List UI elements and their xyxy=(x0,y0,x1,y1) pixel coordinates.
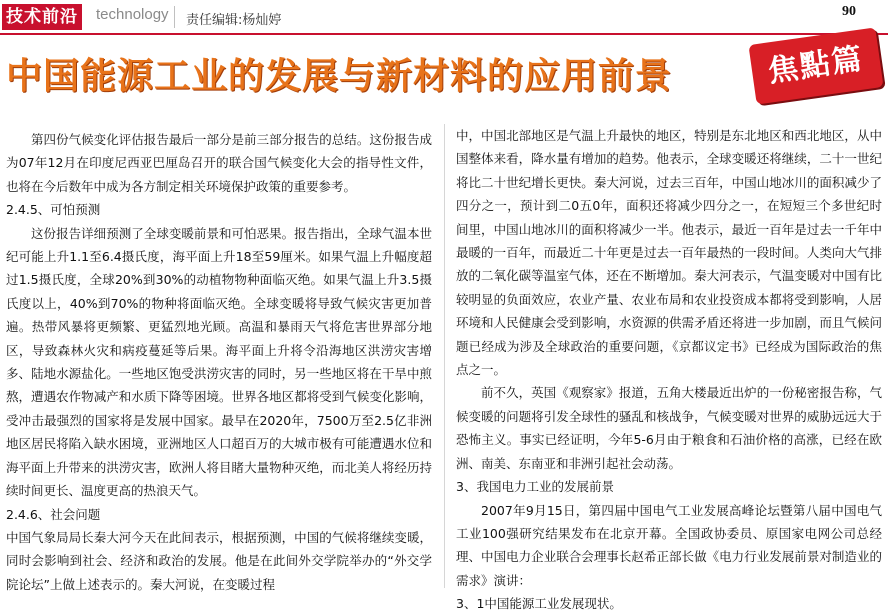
header-divider xyxy=(174,6,175,28)
page-header xyxy=(0,0,888,34)
editor-credit: 责任编辑:杨灿婷 xyxy=(186,13,282,28)
paragraph: 中，中国北部地区是气温上升最快的地区，特别是东北地区和西北地区，从中国整体来看，降水量有增加的趋势。他表示，全球变暖还将继续，二十一世纪将比二十世纪增长更快。秦大河说，过去三百年，中国山地冰川的面积减少了四分之一，预计到二0五0年，面积还将减少四分之一，在短短三个多世纪时间里，中国山地冰川的面积将减少一半。他表示，最近一百年是过去一千年中最暖的一百年，而最近二十年更是过去一百年最热的一段时间。人类向大气排放的二氧化碳等温室气体，还在不断增加。秦大河表示，气温变暖对中国有比较明显的负面效应，农业产量、农业布局和农业投资成本都将受到影响，人居环境和人民健康会受到影响，水资源的供需矛盾还将进一步加剧，而且气候问题已经成为涉及全球政治的重要问题，《京都议定书》已经成为国际政治的焦点之一。 xyxy=(456,128,882,378)
right-column xyxy=(456,124,882,616)
header-rule xyxy=(0,33,888,35)
page-number: 90 xyxy=(842,4,856,19)
left-column xyxy=(6,128,432,596)
section-brand: 技术前沿 xyxy=(2,4,82,30)
paragraph: 2007年9月15日，第四届中国电气工业发展高峰论坛暨第八届中国电气工业100强研究结果发布在北京开幕。全国政协委员、原国家电网公司总经理、中国电力企业联合会理事长赵希正部长做《电力行业发展前景对制造业的需求》演讲： xyxy=(456,502,882,588)
section-heading: 3、1中国能源工业发展现状。 xyxy=(456,596,622,612)
section-heading: 3、我国电力工业的发展前景 xyxy=(456,479,614,495)
section-brand-english: technology xyxy=(96,6,169,23)
article-title: 中国能源工业的发展与新材料的应用前景 xyxy=(6,56,673,97)
section-stamp: 焦點篇 xyxy=(748,27,883,104)
paragraph: 前不久，英国《观察家》报道，五角大楼最近出炉的一份秘密报告称，气候变暖的问题将引发全球性的骚乱和核战争，气候变暖对世界的威胁远远大于恐怖主义。事实已经证明，今年5-6月由于粮食和石油价格的高涨，已经在欧洲、南美、东南亚和非洲引起社会动荡。 xyxy=(456,385,882,471)
paragraph: 第四份气候变化评估报告最后一部分是前三部分报告的总结。这份报告成为07年12月在印度尼西亚巴厘岛召开的联合国气候变化大会的指导性文件，也将在今后数年中成为各方制定相关环境保护政策的重要参考。 xyxy=(6,132,432,194)
column-divider xyxy=(444,124,445,588)
section-heading: 2.4.5、可怕预测 xyxy=(6,202,101,218)
paragraph: 这份报告详细预测了全球变暖前景和可怕恶果。报告指出，全球气温本世纪可能上升1.1至6.4摄氏度，海平面上升18至59厘米。如果气温上升幅度超过1.5摄氏度，全球20%到30%的动植物物种面临灭绝。如果气温上升3.5摄氏度以上，40%到70%的物种将面临灭绝。全球变暖将导致气候灾害更加普遍。热带风暴将更频繁、更猛烈地光顾。高温和暴雨天气将危害世界部分地区，导致森林火灾和病疫蔓延等后果。海平面上升将令沿海地区洪涝灾害增多、陆地水源盐化。一些地区饱受洪涝灾害的同时，另一些地区将在干旱中煎熬，遭遇农作物减产和水质下降等困境。世界各地区都将受到气候变化影响，受冲击最强烈的国家将是发展中国家。最早在2020年，7500万至2.5亿非洲地区居民将陷入缺水困境，亚洲地区人口超百万的大城市极有可能遭遇水位和海平面上升带来的洪涝灾害，欧洲人将目睹大量物种灭绝，而北美人将经历持续时间更长、温度更高的热浪天气。 xyxy=(6,225,432,499)
paragraph: 中国气象局局长秦大河今天在此间表示，根据预测，中国的气候将继续变暖，同时会影响到社会、经济和政治的发展。他是在此间外交学院举办的“外交学院论坛”上做上述表示的。秦大河说，在变暖过程 xyxy=(6,529,432,592)
section-heading: 2.4.6、社会问题 xyxy=(6,506,101,522)
